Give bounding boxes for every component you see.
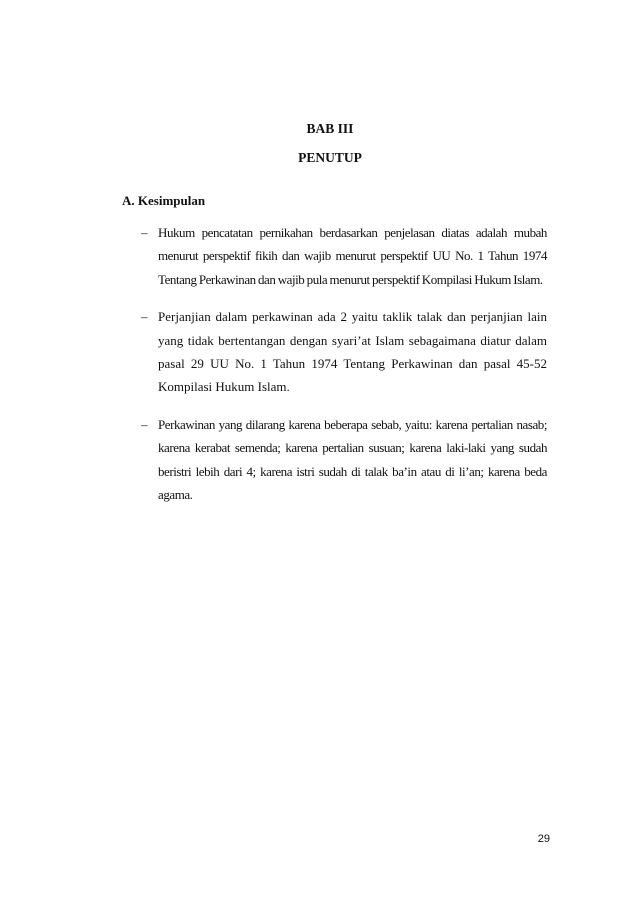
list-item-text: Perkawinan yang dilarang karena beberapa sebab, yaitu: karena pertalian nasab; karena kerabat semenda; karena pertalian susuan; karena laki-laki yang sudah beristri lebih dari 4; karena istri sudah di talak ba’in atau di li’an; karena beda agama. <box>158 416 547 503</box>
page-number: 29 <box>537 833 550 845</box>
dash-bullet: – <box>141 416 148 432</box>
list-item-text: Hukum pencatatan pernikahan berdasarkan penjelasan diatas adalah mubah menurut perspektif fikih dan wajib menurut perspektif UU No. 1 Tahun 1974 Tentang Perkawinan dan wajib pula menurut perspektif Kompilasi Hukum Islam. <box>158 225 547 287</box>
dash-bullet: – <box>141 309 148 325</box>
conclusion-list <box>141 221 547 520</box>
section-heading: A. Kesimpulan <box>122 193 206 208</box>
list-item <box>141 413 547 507</box>
chapter-title: PENUTUP <box>298 150 362 165</box>
list-item-text: Perjanjian dalam perkawinan ada 2 yaitu taklik talak dan perjanjian lain yang tidak bertentangan dengan syari’at Islam sebagaimana diatur dalam pasal 29 UU No. 1 Tahun 1974 Tentang Perkawinan dan pasal 45-52 Kompilasi Hukum Islam. <box>158 309 547 395</box>
list-item <box>141 221 547 291</box>
dash-bullet: – <box>141 225 148 240</box>
list-item <box>141 305 547 399</box>
chapter-number: BAB III <box>306 121 354 136</box>
